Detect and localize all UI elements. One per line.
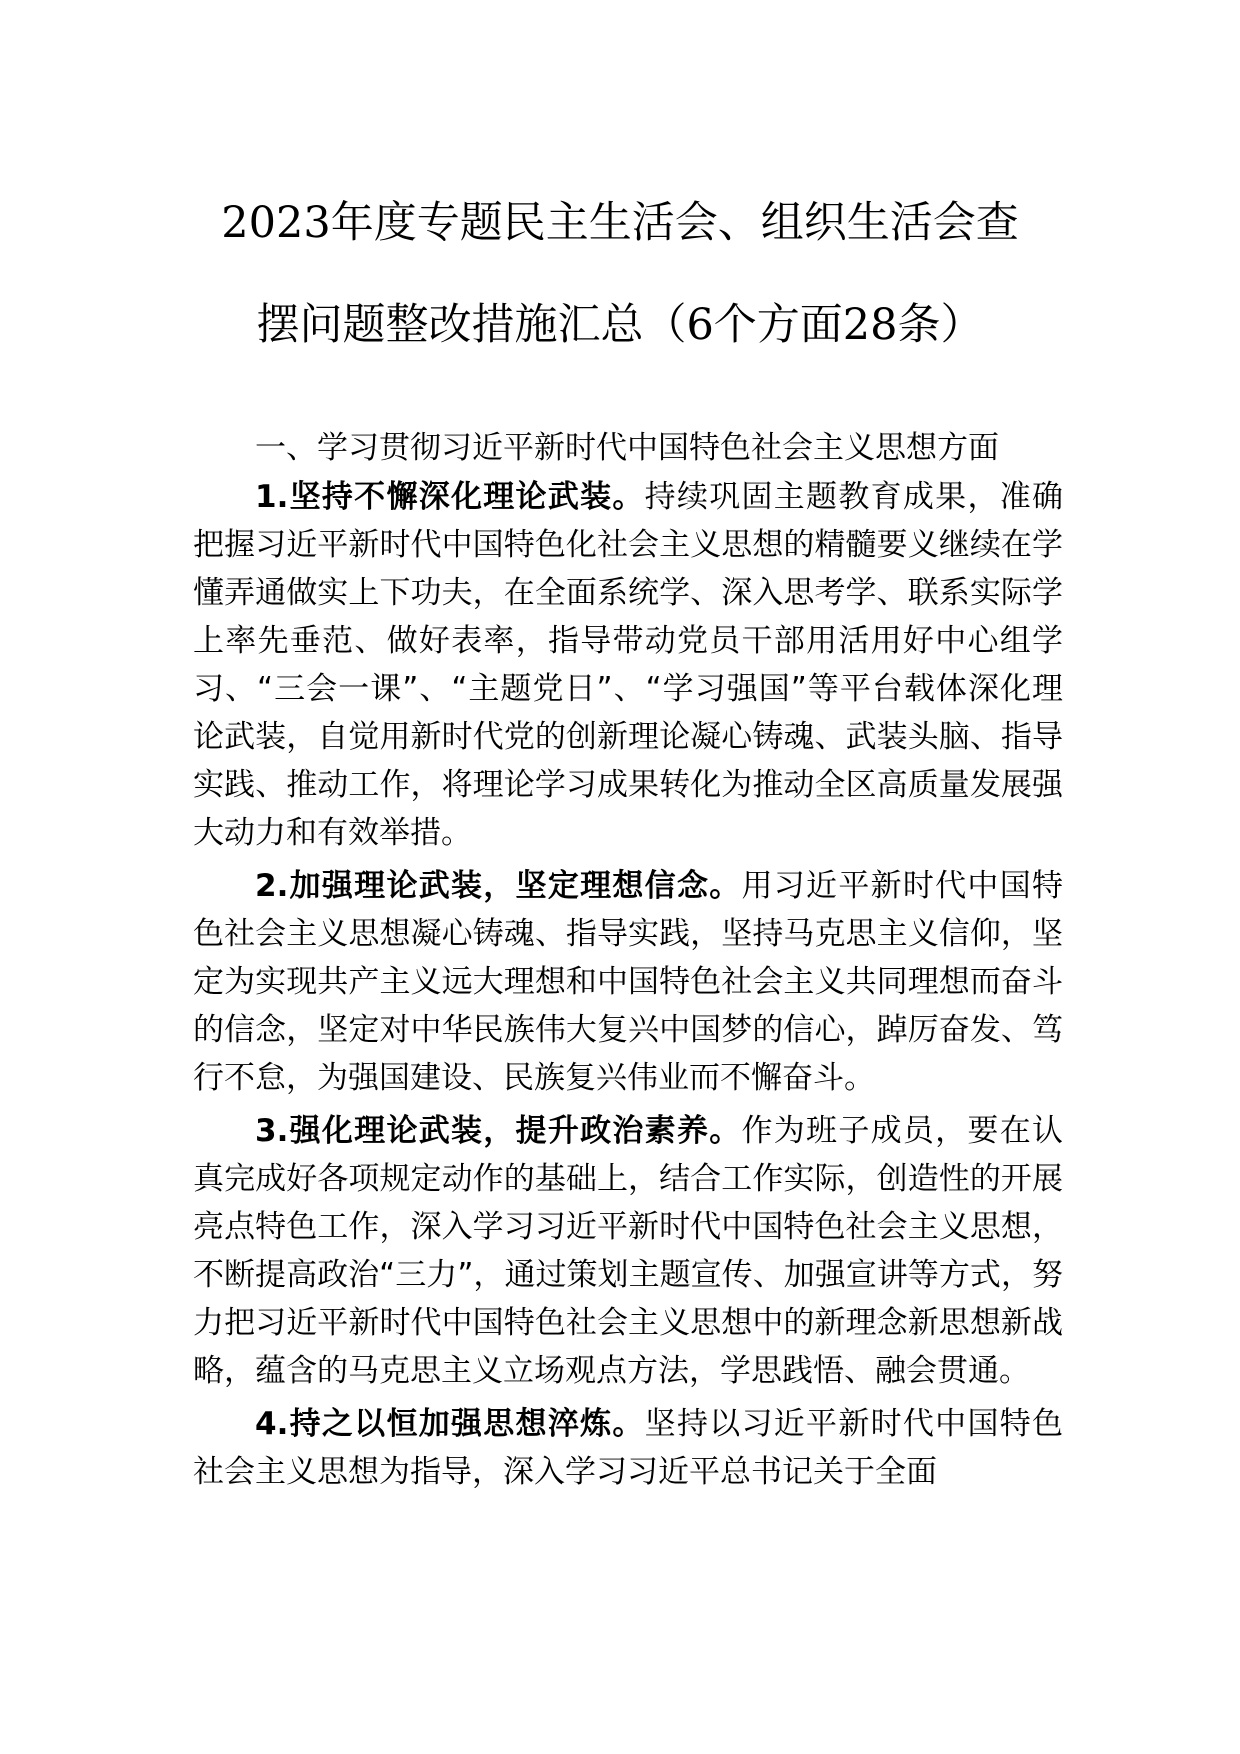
section-heading: 一、学习贯彻习近平新时代中国特色社会主义思想方面	[255, 430, 999, 466]
measure-item-4-text: 坚持以习近平新时代中国特色社会主义思想为指导，深入学习习近平总书记关于全面	[193, 1406, 1063, 1490]
measure-item-4-lead: 4.持之以恒加强思想淬炼。	[255, 1406, 645, 1442]
measure-item-1-lead: 1.坚持不懈深化理论武装。	[255, 479, 645, 515]
title-line-2: 摆问题整改措施汇总（6个方面28条）	[256, 300, 984, 350]
measure-item-1-text: 持续巩固主题教育成果，准确把握习近平新时代中国特色化社会主义思想的精髓要义继续在学懂弄通做实上下功夫，在全面系统学、深入思考学、联系实际学上率先垂范、做好表率，指导带动党员干部用活用好中心组学习、“三会一课”、“主题党日”、“学习强国”等平台载体深化理论武装，自觉用新时代党的创新理论凝心铸魂、武装头脑、指导实践、推动工作，将理论学习成果转化为推动全区高质量发展强大动力和有效举措。	[193, 479, 1063, 851]
measure-item-2-lead: 2.加强理论武装，坚定理想信念。	[255, 868, 742, 904]
measure-item-3-lead: 3.强化理论武装，提升政治素养。	[255, 1113, 742, 1149]
document-title	[150, 172, 1090, 376]
measure-item-1	[193, 473, 1063, 857]
measure-item-2-text: 用习近平新时代中国特色社会主义思想凝心铸魂、指导实践，坚持马克思主义信仰，坚定为实现共产主义远大理想和中国特色社会主义共同理想而奋斗的信念，坚定对中华民族伟大复兴中国梦的信心，踔厉奋发、笃行不怠，为强国建设、民族复兴伟业而不懈奋斗。	[193, 868, 1063, 1096]
document-body	[193, 424, 1063, 1501]
measure-item-2	[193, 862, 1063, 1102]
measure-item-3-text: 作为班子成员，要在认真完成好各项规定动作的基础上，结合工作实际，创造性的开展亮点特色工作，深入学习习近平新时代中国特色社会主义思想，不断提高政治“三力”，通过策划主题宣传、加强宣讲等方式，努力把习近平新时代中国特色社会主义思想中的新理念新思想新战略，蕴含的马克思主义立场观点方法，学思践悟、融会贯通。	[193, 1113, 1063, 1389]
measure-item-3	[193, 1107, 1063, 1395]
title-line-1: 2023年度专题民主生活会、组织生活会查	[221, 198, 1019, 248]
measure-item-4	[193, 1400, 1063, 1496]
